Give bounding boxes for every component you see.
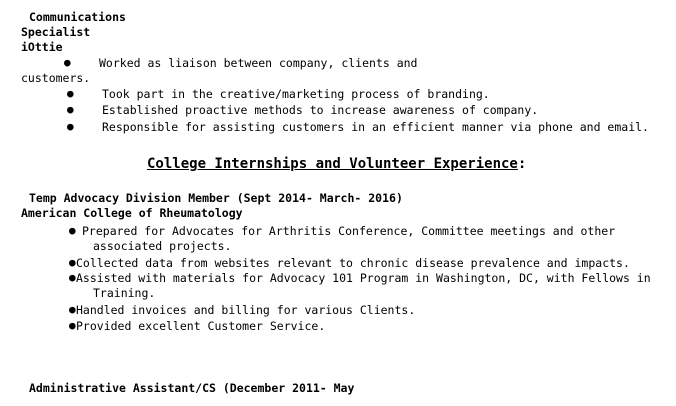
bullet-icon: ● — [69, 256, 76, 269]
bullet-text-continuation: customers. — [21, 71, 91, 85]
job-title: Temp Advocacy Division Member (Sept 2014- March- 2016) — [29, 191, 403, 205]
company-name: American College of Rheumatology — [21, 206, 243, 220]
bullet-icon: ● — [64, 56, 71, 69]
bullet-text: Provided excellent Customer Service. — [76, 319, 326, 333]
job-title-line-1: Communications — [29, 10, 126, 24]
bullet-text: Responsible for assisting customers in an efficient manner via phone and email. — [102, 120, 649, 134]
job-title-line-2: Specialist — [21, 25, 91, 39]
section-heading-colon: : — [517, 156, 527, 172]
company-name: iOttie — [21, 40, 63, 54]
bullet-text-continuation: Training. — [93, 286, 156, 300]
bullet-text: Assisted with materials for Advocacy 101 Program in Washington, DC, with Fellows in — [76, 271, 651, 285]
bullet-icon: ● — [67, 103, 74, 116]
bullet-icon: ● — [69, 224, 76, 237]
bullet-text-continuation: associated projects. — [93, 239, 232, 253]
section-heading-text: College Internships and Volunteer Experience — [147, 156, 518, 172]
bullet-icon: ● — [67, 120, 74, 133]
bullet-icon: ● — [69, 303, 76, 316]
bullet-text: Worked as liaison between company, clients and — [99, 56, 418, 70]
bullet-text: Collected data from websites relevant to chronic disease prevalence and impacts. — [76, 256, 630, 270]
bullet-icon: ● — [67, 87, 74, 100]
bullet-text: Established proactive methods to increase awareness of company. — [102, 103, 539, 117]
bullet-text: Handled invoices and billing for various Clients. — [76, 303, 416, 317]
bullet-text: Prepared for Advocates for Arthritis Conference, Committee meetings and other — [82, 224, 616, 238]
bullet-text: Took part in the creative/marketing process of branding. — [102, 87, 490, 101]
bullet-icon: ● — [69, 271, 76, 284]
job-title: Administrative Assistant/CS (December 2011- May — [29, 381, 355, 395]
section-heading — [147, 155, 526, 174]
bullet-icon: ● — [69, 319, 76, 332]
